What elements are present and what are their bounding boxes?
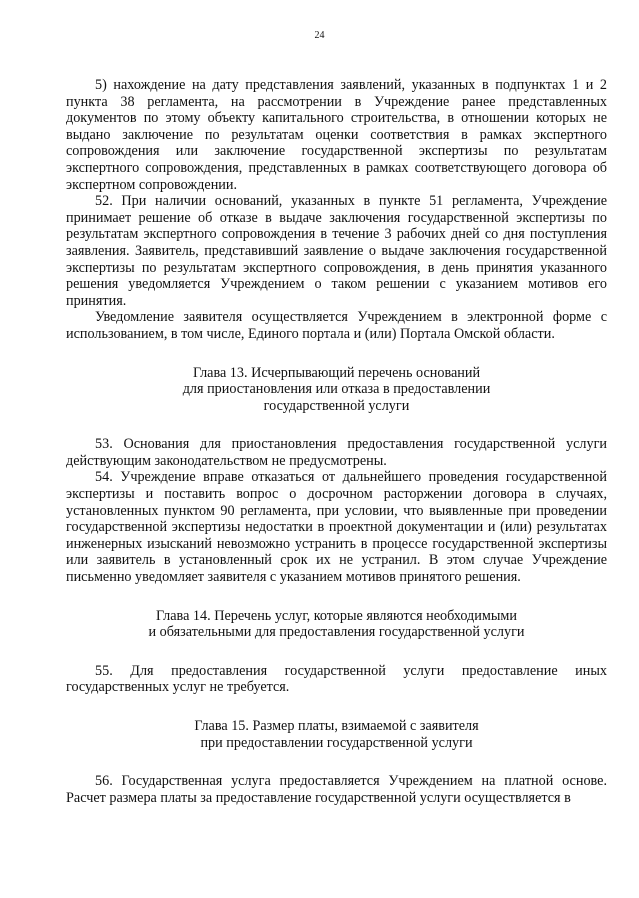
chapter-13-title-line-3: государственной услуги [263,397,410,414]
paragraph-item-5: 5) нахождение на дату представления заявлений, указанных в подпунктах 1 и 2 пункта 38 регламента, на рассмотрении в Учреждение ранее представленных документов по этому объекту капитального строительства, в отношении которых не выдано заключение по результатам оценки соответствия в рамках экспертного сопровождения или заключение государственной экспертизы по результатам экспертного сопровождения, представленных в рамках соответствующего договора об экспертном сопровождении. [66,77,607,193]
paragraph-56: 56. Государственная услуга предоставляется Учреждением на платной основе. Расчет размера платы за предоставление государственной услуги осуществляется в [66,773,607,806]
chapter-14-title-line-2: и обязательными для предоставления государственной услуги [148,624,525,641]
paragraph-55: 55. Для предоставления государственной услуги предоставление иных государственных услуг не требуется. [66,662,607,696]
chapter-15-title-line-1: Глава 15. Размер платы, взимаемой с заявителя [194,718,479,734]
chapter-15-heading [66,718,607,751]
paragraph-53: 53. Основания для приостановления предоставления государственной услуги действующим законодательством не предусмотрены. [66,436,607,469]
chapter-13-heading [66,365,607,415]
chapter-14-heading [66,608,607,641]
paragraph-54: 54. Учреждение вправе отказаться от дальнейшего проведения государственной экспертизы и поставить вопрос о досрочном расторжении договора в случаях, установленных пунктом 90 регламента, при условии, что выявленные при проведении государственной экспертизы недостатки в проектной документации и (или) результатах инженерных изысканий невозможно устранить в процессе государственной экспертизы или заявитель в установленный срок их не устранил. В этом случае Учреждение письменно уведомляет заявителя с указанием мотивов принятого решения. [66,469,607,586]
document-body [66,77,607,806]
paragraph-notice: Уведомление заявителя осуществляется Учреждением в электронной форме с использованием, в том числе, Единого портала и (или) Портала Омской области. [66,309,607,342]
chapter-14-title-line-1: Глава 14. Перечень услуг, которые являются необходимыми [156,607,517,624]
paragraph-52: 52. При наличии оснований, указанных в пункте 51 регламента, Учреждение принимает решение об отказе в выдаче заключения государственной экспертизы по результатам экспертного сопровождения в течение 3 рабочих дней со дня поступления заявления. Заявитель, представивший заявление о выдаче заключения государственной экспертизы по результатам экспертного сопровождения, в день принятия указанного решения уведомляется Учреждением о таком решении с указанием мотивов его принятия. [66,193,607,309]
chapter-13-title-line-2: для приостановления или отказа в предоставлении [182,381,491,398]
chapter-13-title-line-1: Глава 13. Исчерпывающий перечень оснований [192,364,481,381]
page-number: 24 [314,30,325,41]
chapter-15-title-line-2: при предоставлении государственной услуги [200,734,473,751]
